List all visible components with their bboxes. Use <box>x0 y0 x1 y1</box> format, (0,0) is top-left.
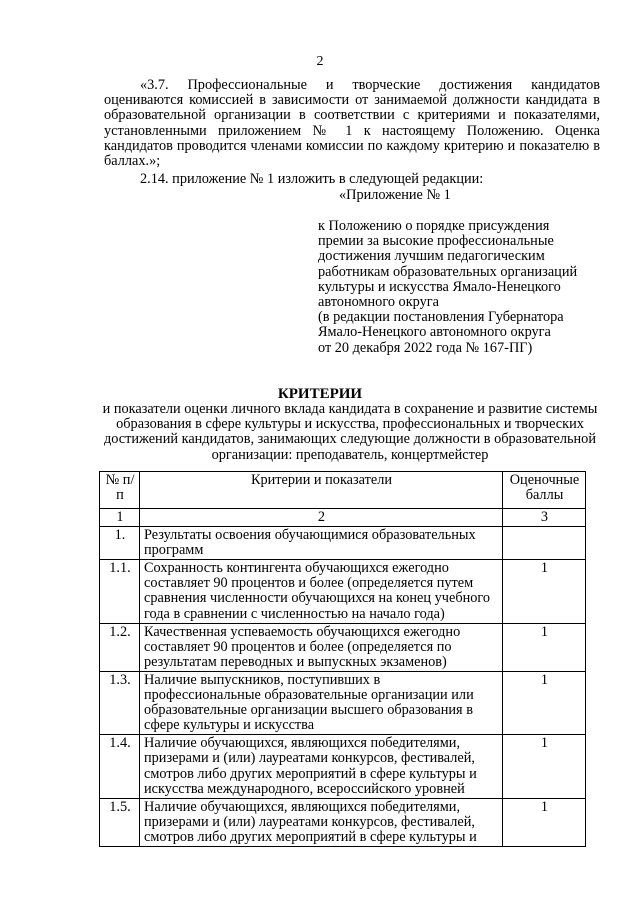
appendix-line: работникам образовательных организаций <box>318 263 578 280</box>
row-number: 1.1. <box>100 560 140 623</box>
table-row <box>100 798 586 846</box>
row-number: 1.5. <box>100 798 140 846</box>
table-row <box>100 527 586 560</box>
row-criterion: Качественная успеваемость обучающихся ежегодно составляет 90 процентов и более (определяется по результатам переводных и выпускных экзаменов) <box>140 623 503 671</box>
appendix-line: к Положению о порядке присуждения <box>318 218 550 234</box>
table-row <box>100 735 586 798</box>
row-criterion: Наличие обучающихся, являющихся победителями, призерами и (или) лауреатами конкурсов, фестивалей, смотров либо других мероприятий в сфере культуры и искусства международного, всероссийского уровней <box>140 735 503 798</box>
header-number: № п/п <box>100 472 140 509</box>
row-criterion: Сохранность контингента обучающихся ежегодно составляет 90 процентов и более (определяется путем сравнения численности обучающихся на конец учебного года в сравнении с численностью на начало года) <box>140 560 503 623</box>
document-subtitle: и показатели оценки личного вклада кандидата в сохранение и развитие системы образования в сфере культуры и искусства, профессиональных и творческих достижений кандидатов, занимающих следующие должности в образовательной организации: преподаватель, концертмейстер <box>102 401 598 463</box>
row-number: 1. <box>100 527 140 560</box>
row-score: 1 <box>503 623 586 671</box>
paragraph-2-14: 2.14. приложение № 1 изложить в следующей редакции: <box>140 171 484 187</box>
table-header-row <box>100 472 586 509</box>
header-score: Оценочные баллы <box>503 472 586 509</box>
appendix-line: культуры и искусства Ямало-Ненецкого <box>318 278 561 295</box>
header-criteria: Критерии и показатели <box>140 472 503 509</box>
column-number: 3 <box>503 509 586 527</box>
row-criterion: Результаты освоения обучающимися образовательных программ <box>140 527 503 560</box>
appendix-line: (в редакции постановления Губернатора <box>318 309 564 326</box>
row-criterion: Наличие выпускников, поступивших в профессиональные образовательные организации или образовательные организации высшего образования в сфере культуры и искусства <box>140 671 503 734</box>
appendix-line: от 20 декабря 2022 года № 167-ПГ) <box>318 339 533 356</box>
row-score: 1 <box>503 798 586 846</box>
row-score: 1 <box>503 671 586 734</box>
table-row <box>100 560 586 623</box>
page-number: 2 <box>316 54 324 69</box>
appendix-title: «Приложение № 1 <box>339 187 451 203</box>
row-score <box>503 527 586 560</box>
column-numbers-row <box>100 509 586 527</box>
table-row <box>100 671 586 734</box>
appendix-reference <box>318 219 608 356</box>
row-number: 1.4. <box>100 735 140 798</box>
appendix-line: автономного округа <box>318 294 439 311</box>
row-score: 1 <box>503 735 586 798</box>
paragraph-3-7: «3.7. Профессиональные и творческие достижения кандидатов оцениваются комиссией в зависимости от занимаемой должности кандидата в образовательной организации в соответствии с критериями и показателями, установленными приложением № 1 к настоящему Положению. Оценка кандидатов проводится членами комиссии по каждому критерию и показателю в баллах.»; <box>104 77 600 170</box>
appendix-line: премии за высокие профессиональные <box>318 233 554 250</box>
document-title: КРИТЕРИИ <box>277 386 363 402</box>
table-row <box>100 623 586 671</box>
column-number: 1 <box>100 509 140 527</box>
row-criterion: Наличие обучающихся, являющихся победителями, призерами и (или) лауреатами конкурсов, фестивалей, смотров либо других мероприятий в сфере культуры и <box>140 798 503 846</box>
appendix-line: Ямало-Ненецкого автономного округа <box>318 324 551 341</box>
row-number: 1.3. <box>100 671 140 734</box>
appendix-line: достижения лучшим педагогическим <box>318 248 545 265</box>
row-score: 1 <box>503 560 586 623</box>
criteria-table <box>99 471 586 847</box>
column-number: 2 <box>140 509 503 527</box>
row-number: 1.2. <box>100 623 140 671</box>
